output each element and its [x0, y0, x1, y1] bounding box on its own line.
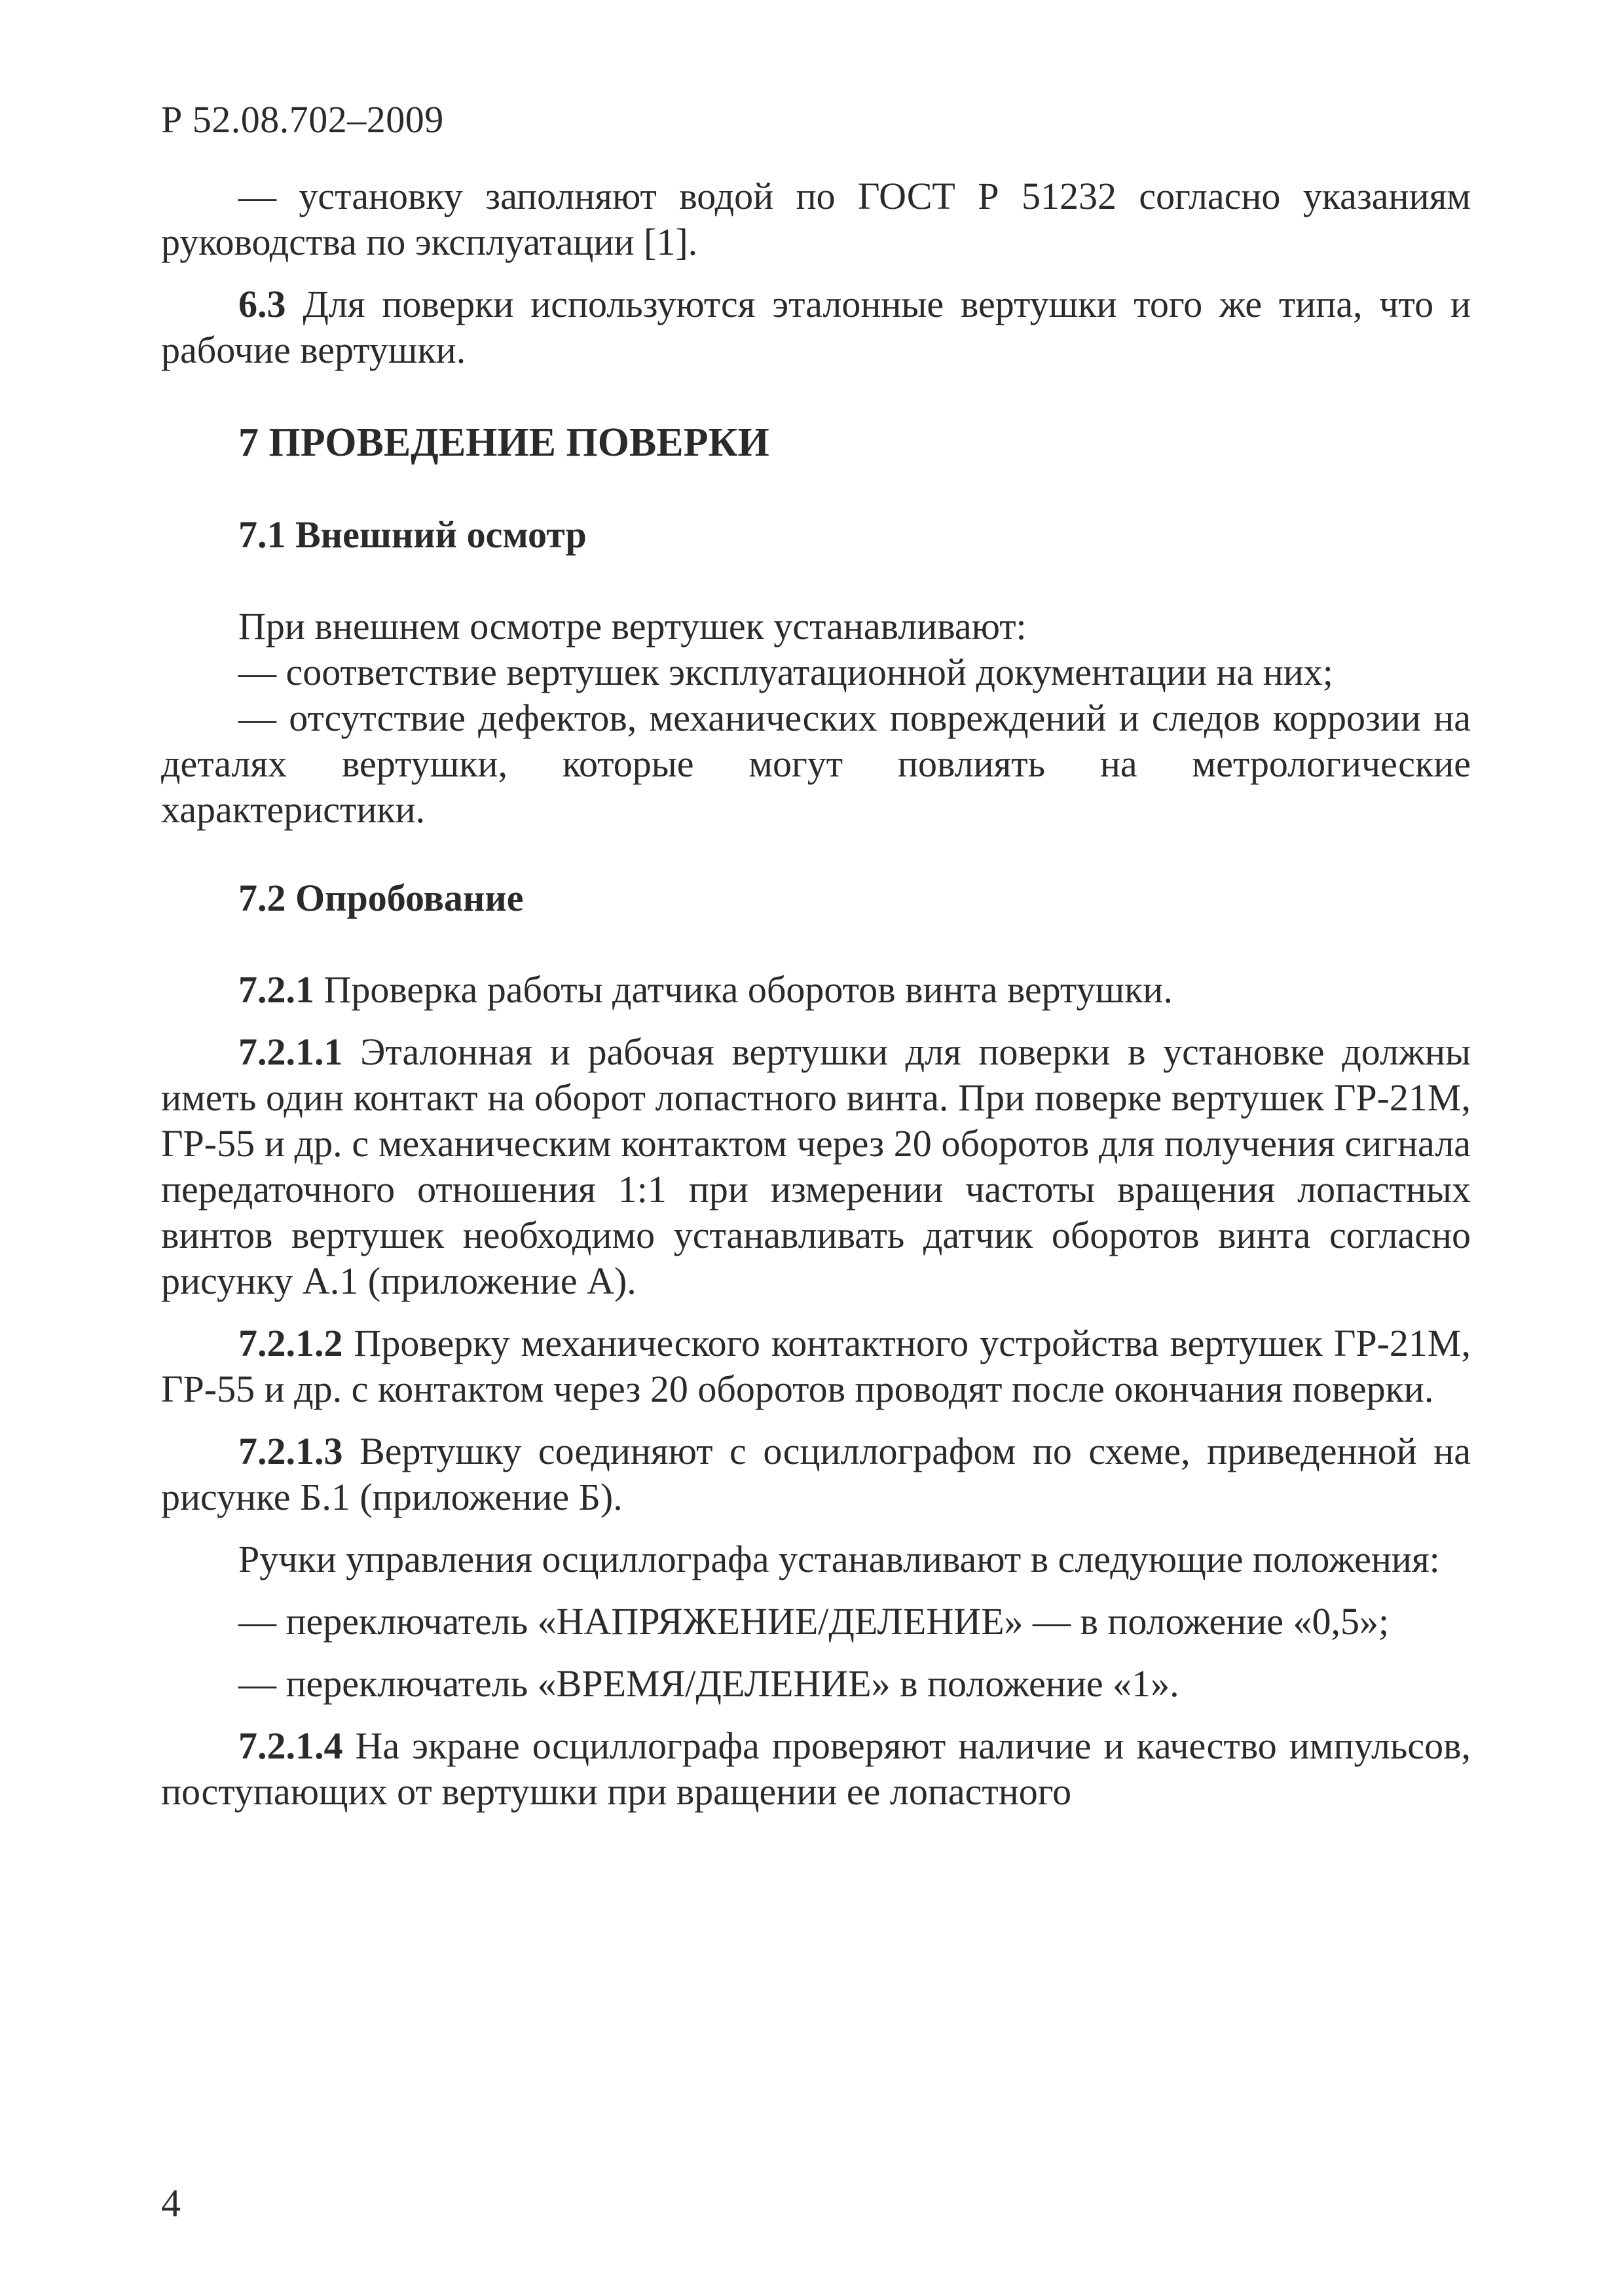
subsection-heading-7-2: 7.2 Опробование: [238, 877, 524, 919]
document-code-header: Р 52.08.702–2009: [161, 98, 444, 141]
clause-text: Проверка работы датчика оборотов винта вертушки.: [314, 968, 1173, 1011]
paragraph-oscilloscope-controls: Ручки управления осциллографа устанавливают в следующие положения:: [238, 1538, 1440, 1580]
list-item-defects: — отсутствие дефектов, механических повреждений и следов коррозии на деталях вертушки, которые могут повлиять на метрологические характеристики.: [161, 697, 1471, 831]
clause-text: На экране осциллографа проверяют наличие и качество импульсов, поступающих от вертушки при вращении ее лопастного: [161, 1724, 1471, 1813]
clause-number: 7.2.1.4: [238, 1724, 343, 1767]
list-item-time-switch: — переключатель «ВРЕМЯ/ДЕЛЕНИЕ» в положение «1».: [238, 1662, 1179, 1705]
paragraph-7-2-1: [161, 967, 1471, 1013]
paragraph-7-2-1-2: [161, 1321, 1471, 1412]
list-item-voltage-switch: — переключатель «НАПРЯЖЕНИЕ/ДЕЛЕНИЕ» — в положение «0,5»;: [238, 1600, 1390, 1643]
clause-number: 7.2.1.3: [238, 1430, 343, 1472]
paragraph-7-2-1-4: [161, 1723, 1471, 1815]
clause-text: Проверку механического контактного устройства вертушек ГР-21М, ГР-55 и др. с контактом через 20 оборотов проводят после окончания поверки.: [161, 1322, 1471, 1410]
list-item-conformity: — соответствие вертушек эксплуатационной документации на них;: [238, 651, 1333, 693]
paragraph-water-fill: — установку заполняют водой по ГОСТ Р 51232 согласно указаниям руководства по эксплуатации [1].: [161, 175, 1471, 263]
clause-number: 7.2.1.1: [238, 1030, 343, 1073]
paragraph-6-3: [161, 282, 1471, 373]
paragraph-inspection-intro: При внешнем осмотре вертушек устанавливают:: [238, 605, 1027, 647]
paragraph-7-2-1-1: [161, 1029, 1471, 1304]
page-body: [161, 173, 1471, 1831]
clause-text: Вертушку соединяют с осциллографом по схеме, приведенной на рисунке Б.1 (приложение Б).: [161, 1430, 1471, 1518]
clause-number: 6.3: [238, 283, 286, 325]
clause-text: Эталонная и рабочая вертушки для поверки в установке должны иметь один контакт на оборот лопастного винта. При поверке вертушек ГР-21М, ГР-55 и др. с механическим контактом через 20 оборотов для получения сигнала передаточного отношения 1:1 при измерении частоты вращения лопастных винтов вертушек необходимо устанавливать датчик оборотов винта согласно рисунку А.1 (приложение А).: [161, 1030, 1471, 1302]
clause-text: Для поверки используются эталонные вертушки того же типа, что и рабочие вертушки.: [161, 283, 1471, 371]
clause-number: 7.2.1.2: [238, 1322, 343, 1364]
section-heading-7: 7 ПРОВЕДЕНИЕ ПОВЕРКИ: [238, 420, 769, 465]
paragraph-7-2-1-3: [161, 1429, 1471, 1520]
subsection-heading-7-1: 7.1 Внешний осмотр: [238, 513, 587, 556]
page-number: 4: [161, 2181, 181, 2225]
clause-number: 7.2.1: [238, 968, 314, 1011]
